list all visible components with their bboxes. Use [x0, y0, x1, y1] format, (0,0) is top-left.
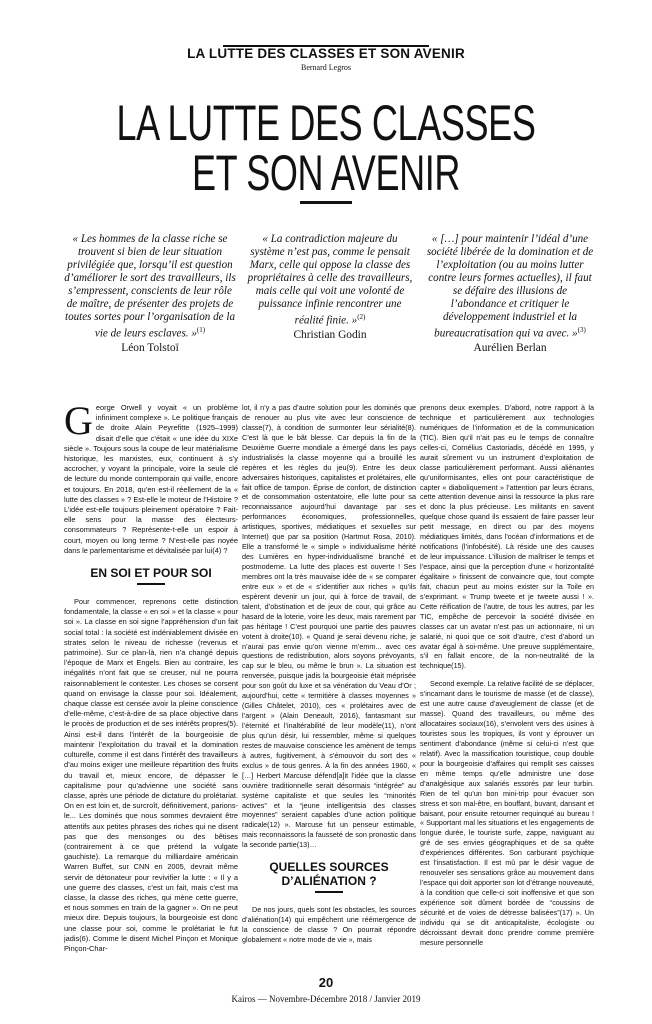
body-paragraph: prenons deux exemples. D’abord, notre rapport à la technique et particulièrement aux technologies numériques de l’information et de la communication (TIC). Bien qu’il n’ait pas eu le temps de connaître celles-ci, Cornélius Castoriadis, décédé en 1995, y aurait sûrement vu un instrument d’exploitation de classe particulièrement performant. Aussi aliénantes qu’uniformisantes, elles ont pour caractéristique de capter « diaboliquement » l’attention par leurs écrans, cette attention devenue ainsi la ressource la plus rare et donc la plus précieuse. Les militants en savent quelque chose quand ils essaient de faire passer leur petit message, en direct ou par des moyens médiatiques limités, dans l’océan d’informations et de notifications (l’infobésité). Là réside une des causes de leur impuissance. L’illusion de maîtriser le temps et l’espace, ainsi que la perception d’une « horizontalité égalitaire » finissent de convaincre que, tout compte fait, chacun peut au moins exister sur la Toile en s’exprimant. « Trump tweete et je tweete aussi ! ». Cette réification de l’autre, de tous les autres, par les TIC, empêche de percevoir la société divisée en classes car un avatar n’est pas un actionnaire, ni un salarié, ni quoi que ce soit d’autre, c’est d’abord un avatar égal à soi-même. Une preuve supplémentaire, s’il en fallait encore, de la non-neutralité de la technique(15). [420, 403, 594, 671]
running-title: LA LUTTE DES CLASSES ET SON AVENIR [187, 46, 465, 61]
section-heading-1: EN SOI ET POUR SOI [90, 566, 212, 581]
body-paragraph: Second exemple. La relative facilité de se déplacer, s’incarnant dans le tourisme de masse (et de classe), est une autre cause d’aveuglement de classe (et de masse). Quand des travailleurs, ou même des allocataires sociaux(16), s’envolent vers des usines à touristes sous les tropiques, ils vont y éprouver un sentiment d’abondance (même si celui-ci n’est que relatif). Avec la massification touristique, coup double pour la bourgeoisie d’affaires qui remplit ses caisses en même temps qu’elle administre une dose d’analgésique aux salariés essorés par leur turbin. Rien de tel qu’un bon mini-trip pour évacuer son stress et son mal-être, en bouffant, buvant, dansant et baisant, pour ensuite retourner requinqué au bureau ! « Supportant mal les situations et les engagements de longue durée, le touriste surfe, zappe, naviguant au gré de ses envies géographiques et de sa quête d’expériences différentes. Son carburant psychique est l’insatisfaction. Il est mû par le désir vague de renouveler ses sensations grâce au mouvement dans l’espace qui doit apporter son lot d’étrange nouveauté, à la condition que celle-ci soit inoffensive et que son expérience soit dûment bordée de “coussins de sécurité et de voies de détresse balisées”(17) ». Un individu qui se dit anticapitaliste, écologiste ou décroissant devrait donc prendre comme première mesure personnelle [420, 679, 594, 947]
epigraph-quote-2 [244, 233, 416, 342]
epigraph-note: (1) [196, 326, 206, 334]
publication-footer: Kairos — Novembre-Décembre 2018 / Janvier 2019 [231, 994, 421, 1004]
page-number: 20 [318, 975, 334, 990]
drop-cap: G [64, 398, 93, 443]
epigraph-text: « Les hommes de la classe riche se trouvent si bien de leur situation privilégiée que, lorsqu’il est question d’améliorer le sort des travailleurs, ils s’empressent, conscients de leur rôle de maître, de présenter des projets de toutes sortes pour l’organisation de la vie de leurs esclaves. » [64, 233, 236, 340]
epigraph-quote-3 [424, 233, 596, 355]
epigraph-text: « […] pour maintenir l’idéal d’une société libérée de la domination et de l’exploitation (ou au moins lutter contre leurs formes actuelles), il faut se défaire des illusions de l’abondance et critiquer le développement industriel et la bureaucratisation qui va avec. » [426, 233, 594, 340]
epigraph-text: « La contradiction majeure du système n’est pas, comme le pensait Marx, celle qui oppose la classe des propriétaires à celle des travailleurs, mais celle qui voit une volonté de puissance infinie rencontrer une réalité finie. » [247, 233, 413, 327]
epigraph-quote-1 [64, 233, 236, 355]
section-rule [137, 583, 165, 585]
intro-text: eorge Orwell y voyait « un problème infiniment complexe ». Le politique français de droite Alain Peyrefitte (1925–1999) disait d’elle que c’était « une idée du XIXe siècle ». Toujours sous la coupe de leur matérialisme historique, les marxistes, eux, continuent à s’y accrocher, y voyant la principale, voire la seule clé de lecture du monde contemporain qui vaille, encore et toujours. En 2018, qu’en est-il réellement de la « lutte des classes » ? Est-elle le moteur de l’Histoire ? L’idée est-elle toujours pleinement opératoire ? Fait-elle sens pour la masse des électeurs-consommateurs ? Représente-t-elle un espoir à court, moyen ou long terme ? N’est-elle pas noyée dans le parlementarisme et dévitalisée par lui(4) ? [64, 403, 238, 555]
section-heading-2 [242, 860, 416, 888]
body-paragraph: De nos jours, quels sont les obstacles, les sources d’aliénation(14) qui empêchent une réémergence de la conscience de classe ? On pourrait répondre globalement « notre mode de vie », mais [242, 905, 416, 944]
running-author: Bernard Legros [301, 63, 351, 72]
body-paragraph: lot, il n’y a pas d’autre solution pour les dominés que de renouer au plus vite avec leur conscience de classe(7), à condition de surmonter leur sérialité(8). C’est là que le bât blesse. Car depuis la fin de la Deuxième Guerre mondiale a émergé dans les pays industrialisés la classe moyenne qui a brouillé les repères et les règles du jeu(9). Entre les deux adversaires historiques, capitalistes et prolétaires, elle fait office de tampon. Éprise de confort, de distinction et de consommation ostentatoire, elle lutte pour sa reconnaissance aujourd’hui davantage par ses performances économiques, professionnelles, artistiques, sportives, médiatiques et sexuelles sur Internet) que par sa position (Hartmut Rosa, 2010). Elle a transformé le « simple » individualisme hérité des Lumières en hyper-individualisme branché et postmoderne. La lutte des places est ouverte ! Ses membres ont la très mauvaise idée de « se comparer entre eux » et de « s’identifier aux riches » qu’ils espèrent devenir un jour, qui à force de travail, de talent, d’obstination et de jeux de cour, qui grâce au hasard de la loterie, voire les deux, mais rarement par pas héritage ! C’est pourquoi une partie des pauvres votent à droite(10). « Quand je serai devenu riche, je n’aurai pas envie qu’on vienne m’emm... avec ces questions de redistribution, alors soyons prévoyants, cap sur le bleu, ou même le brun ». La situation est renversée, puisque jadis la bourgeoisie était méprisée pour son goût du luxe et sa vénération du Veau d’Or ; aujourd’hui, cette « termitière à classes moyennes » (Gilles Châtelet, 2010), ces « prolétaires avec de l’argent » (Alain Deneault, 2016), fantasmant sur l’éternité et l’inaltérabilité de leur modèle(11), n’ont plus qu’un désir, lui ressembler, même si quelques restes de mauvaise conscience les amènent de temps à autres, fugitivement, à s’émouvoir du sort des « exclus » de tous genres. À la fin des années 1960, « […] Herbert Marcuse défend[a]it l’idée que la classe ouvrière traditionnelle serait désormais “intégrée” au système capitaliste et que seules les “minorités actives” et la “jeune intelligentsia des classes moyennes” seraient capables d’une action politique radicale(12) ». Marcuse fut un penseur estimable, mais reconnaissons la fausseté de son pronostic dans la seconde partie(13)… [242, 403, 416, 850]
title-rule [300, 201, 352, 204]
body-column-2 [242, 403, 416, 953]
intro-paragraph [64, 398, 238, 556]
epigraph-author: Christian Godin [293, 328, 367, 341]
article-title [91, 95, 560, 201]
article-title-line-2: ET SON AVENIR [191, 145, 461, 201]
body-paragraph: Pour commencer, reprenons cette distinction fondamentale, la classe « en soi » et la classe « pour soi ». La classe en soi signe l’appréhension d’un fait social total : la société est indéniablement divisée en strates selon le niveau de richesse (revenus et patrimoine). Sur ce plan-là, rien n’a changé depuis l’époque de Marx et Engels. Bien au contraire, les inégalités n’ont fait que se creuser, nul ne pourra raisonnablement le contester. Les choses se corsent quand on envisage la classe pour soi. Idéalement, chaque classe est censée avoir la pleine conscience d’elle-même, c’est-à-dire de sa place objective dans le procès de production et de ses intérêts propres(5). Ainsi est-il dans l’intérêt de la bourgeoisie de maintenir l’exploitation du travail et la domination culturelle, comme il est dans l’intérêt des travailleurs d’au moins exiger une meilleure répartition des fruits du travail et, mieux encore, de dépasser le capitalisme pour qu’advienne une société sans classe, après une période de dictature du prolétariat. On en est loin et, de surcroît, définitivement, parions-le... Les dominés que nous sommes devraient être attentifs aux petites phrases des riches qui ne disent pas que des mensonges ou des bêtises (contrairement à ce que prétend la vulgate gauchiste). La remarque du milliardaire américain Warren Buffet, sur CNN en 2005, devrait même servir de détonateur pour revivifier la lutte : « Il y a une guerre des classes, c’est un fait, mais c’est ma classe, la classe des riches, qui mène cette guerre, et nous sommes en train de la gagner ». On ne peut mieux dire. Depuis toujours, la bourgeoisie est donc une classe pour soi, comme le prolétariat le fut jadis(6). Comme le disent Michel Pinçon et Monique Pinçon-Char- [64, 597, 238, 953]
running-head [0, 46, 652, 72]
body-column-1 [64, 398, 238, 962]
body-column-3 [420, 403, 594, 956]
section-rule [315, 891, 343, 893]
article-title-line-1: LA LUTTE DES CLASSES [116, 95, 536, 151]
epigraph-author: Léon Tolstoï [121, 341, 179, 354]
epigraph-author: Aurélien Berlan [473, 341, 547, 354]
epigraph-note: (2) [357, 313, 366, 321]
epigraph-note: (3) [577, 326, 586, 334]
section-heading-2-line-1: QUELLES SOURCES [269, 860, 389, 875]
section-heading-2-line-2: D’ALIÉNATION ? [281, 874, 377, 889]
